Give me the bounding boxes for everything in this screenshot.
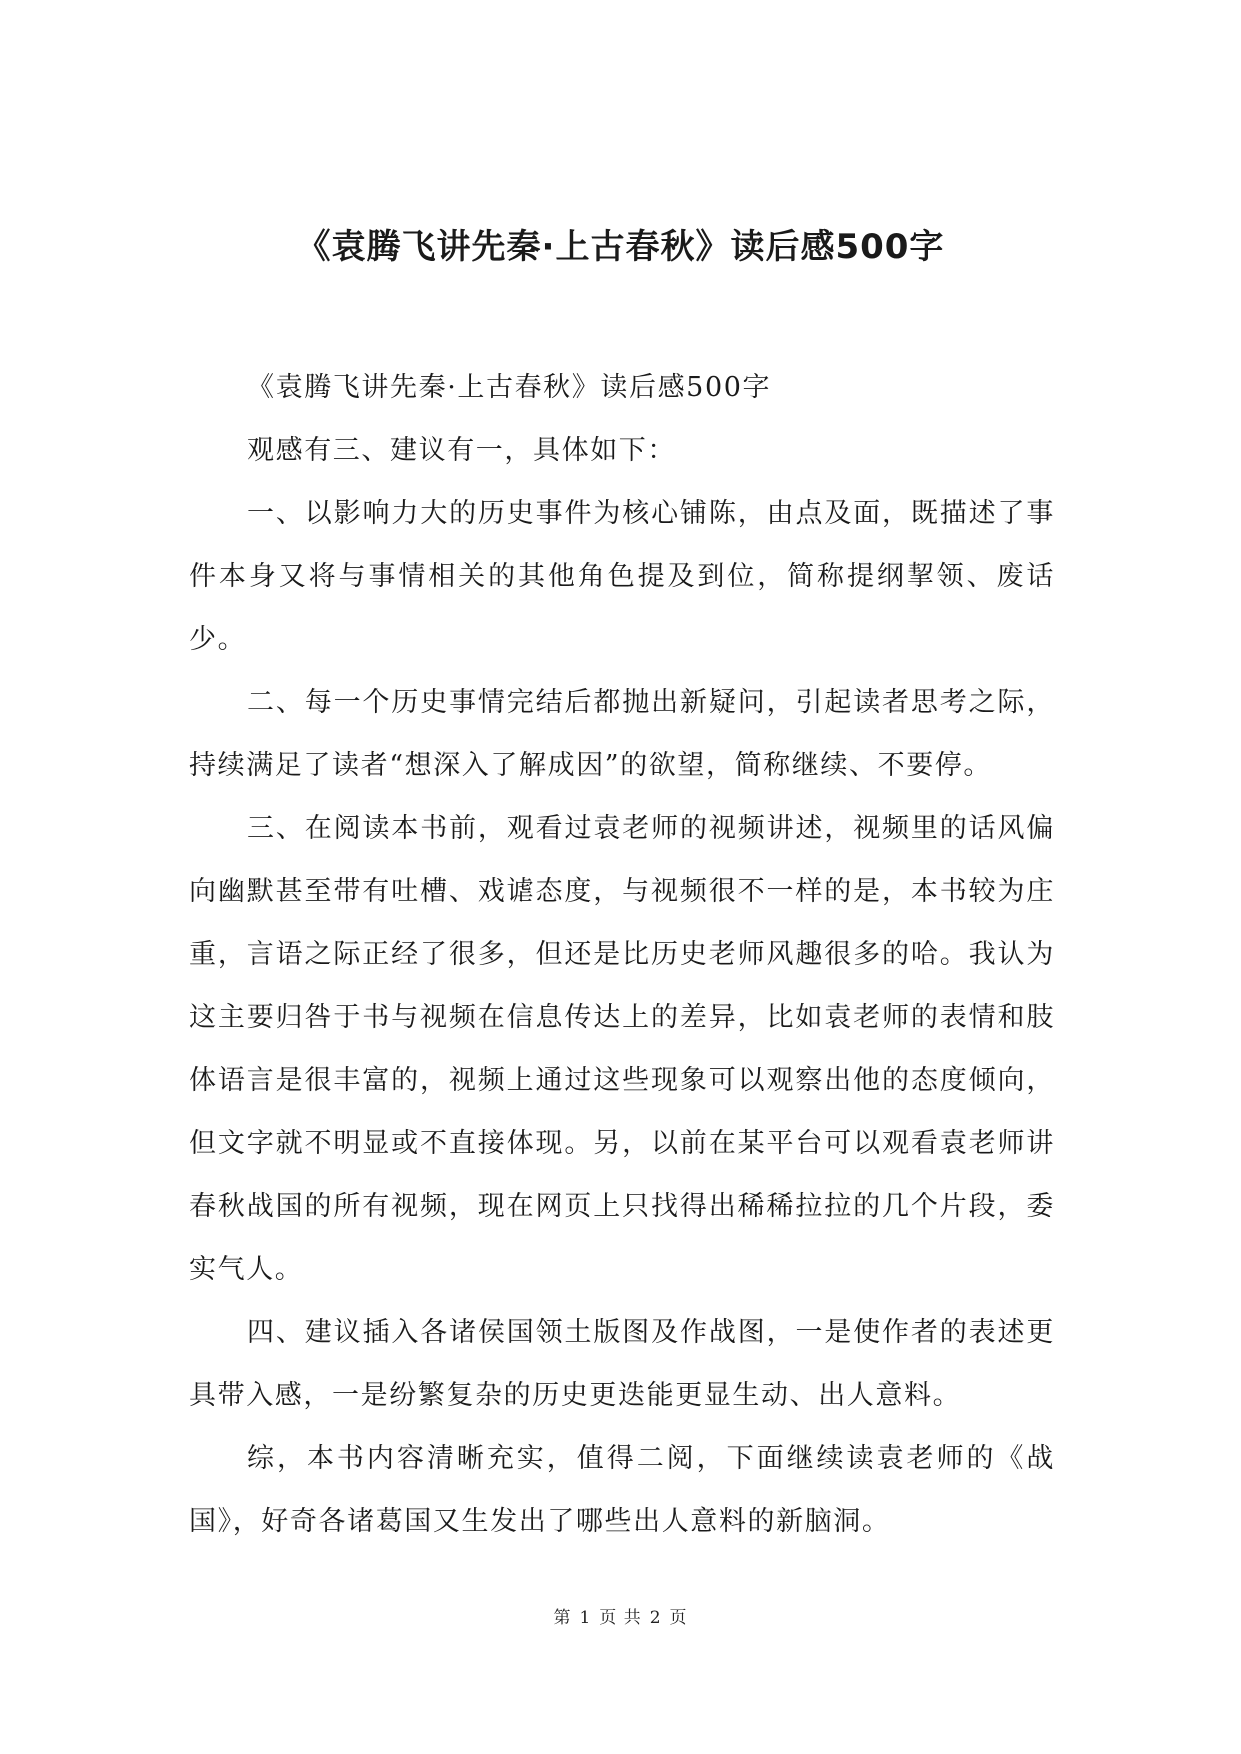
footer-prefix: 第 bbox=[553, 1608, 572, 1628]
paragraph-point-1: 一、以影响力大的历史事件为核心铺陈，由点及面，既描述了事件本身又将与事情相关的其他角色提及到位，简称提纲挈领、废话少。 bbox=[189, 498, 1055, 655]
document-title: 《袁腾飞讲先秦·上古春秋》读后感500字 bbox=[296, 227, 945, 267]
paragraph-intro: 观感有三、建议有一，具体如下： bbox=[247, 435, 676, 466]
paragraph-point-4: 四、建议插入各诸侯国领土版图及作战图，一是使作者的表述更具带入感，一是纷繁复杂的历史更迭能更显生动、出人意料。 bbox=[189, 1317, 1055, 1411]
footer-middle: 页 共 bbox=[599, 1608, 642, 1628]
paragraph-subtitle: 《袁腾飞讲先秦·上古春秋》读后感500字 bbox=[247, 372, 772, 403]
document-body bbox=[189, 356, 1055, 1553]
page-footer bbox=[0, 1606, 1241, 1630]
footer-current-page: 1 bbox=[579, 1608, 592, 1628]
paragraph-conclusion: 综，本书内容清晰充实，值得二阅，下面继续读袁老师的《战国》，好奇各诸葛国又生发出了哪些出人意料的新脑洞。 bbox=[189, 1443, 1055, 1537]
footer-suffix: 页 bbox=[669, 1608, 688, 1628]
footer-total-pages: 2 bbox=[649, 1608, 662, 1628]
paragraph-point-2: 二、每一个历史事情完结后都抛出新疑问，引起读者思考之际，持续满足了读者“想深入了解成因”的欲望，简称继续、不要停。 bbox=[189, 687, 1055, 781]
paragraph-point-3: 三、在阅读本书前，观看过袁老师的视频讲述，视频里的话风偏向幽默甚至带有吐槽、戏谑态度，与视频很不一样的是，本书较为庄重，言语之际正经了很多，但还是比历史老师风趣很多的哈。我认为这主要归咎于书与视频在信息传达上的差异，比如袁老师的表情和肢体语言是很丰富的，视频上通过这些现象可以观察出他的态度倾向，但文字就不明显或不直接体现。另，以前在某平台可以观看袁老师讲春秋战国的所有视频，现在网页上只找得出稀稀拉拉的几个片段，委实气人。 bbox=[189, 813, 1055, 1285]
